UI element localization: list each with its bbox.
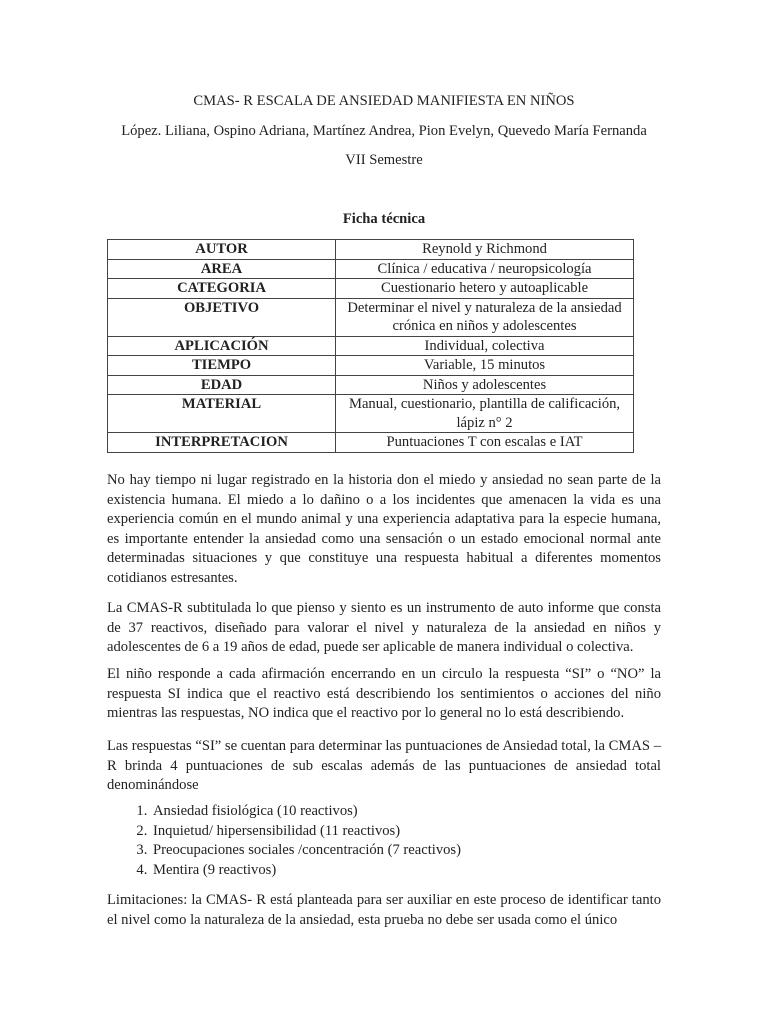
ficha-tecnica-table bbox=[107, 239, 634, 453]
table-cell-label: CATEGORIA bbox=[108, 279, 336, 299]
table-cell-value: Reynold y Richmond bbox=[336, 240, 634, 260]
table-row bbox=[108, 279, 634, 299]
table-cell-value: Cuestionario hetero y autoaplicable bbox=[336, 279, 634, 299]
table-cell-value: Clínica / educativa / neuropsicología bbox=[336, 259, 634, 279]
table-cell-value: Manual, cuestionario, plantilla de calificación, lápiz n° 2 bbox=[336, 395, 634, 433]
list-item: 3. Preocupaciones sociales /concentración (7 reactivos) bbox=[151, 841, 661, 861]
table-cell-label: MATERIAL bbox=[108, 395, 336, 433]
table-cell-value: Variable, 15 minutos bbox=[336, 356, 634, 376]
list-item: 1. Ansiedad fisiológica (10 reactivos) bbox=[151, 802, 661, 822]
table-row bbox=[108, 356, 634, 376]
document-authors: López. Liliana, Ospino Adriana, Martínez Andrea, Pion Evelyn, Quevedo María Fernanda bbox=[121, 123, 647, 139]
table-cell-label: TIEMPO bbox=[108, 356, 336, 376]
table-row bbox=[108, 395, 634, 433]
table-cell-label: APLICACIÓN bbox=[108, 336, 336, 356]
table-row bbox=[108, 433, 634, 453]
paragraph-response-method: El niño responde a cada afirmación encerrando en un circulo la respuesta “SI” o “NO” la respuesta SI indica que el reactivo está describiendo los sentimientos o acciones del niño mientras las respuestas, NO indica que el reactivo por lo general no lo está describiendo. bbox=[107, 666, 661, 721]
table-cell-value: Puntuaciones T con escalas e IAT bbox=[336, 433, 634, 453]
document-semester: VII Semestre bbox=[345, 152, 423, 168]
table-cell-label: EDAD bbox=[108, 375, 336, 395]
list-item: 2. Inquietud/ hipersensibilidad (11 reactivos) bbox=[151, 822, 661, 842]
table-cell-value: Determinar el nivel y naturaleza de la ansiedad crónica en niños y adolescentes bbox=[336, 298, 634, 336]
table-cell-label: AREA bbox=[108, 259, 336, 279]
subscales-list bbox=[107, 802, 661, 880]
table-row bbox=[108, 298, 634, 336]
section-title-ficha-tecnica: Ficha técnica bbox=[342, 211, 426, 227]
document-title: CMAS- R ESCALA DE ANSIEDAD MANIFIESTA EN NIÑOS bbox=[193, 93, 575, 109]
table-cell-label: OBJETIVO bbox=[108, 298, 336, 336]
paragraph-limitations: Limitaciones: la CMAS- R está planteada para ser auxiliar en este proceso de identificar tanto el nivel como la naturaleza de la ansiedad, esta prueba no debe ser usada como el único bbox=[107, 892, 661, 928]
table-row bbox=[108, 240, 634, 260]
table-cell-label: INTERPRETACION bbox=[108, 433, 336, 453]
table-cell-value: Individual, colectiva bbox=[336, 336, 634, 356]
list-item: 4. Mentira (9 reactivos) bbox=[151, 861, 661, 881]
table-cell-label: AUTOR bbox=[108, 240, 336, 260]
table-row bbox=[108, 336, 634, 356]
paragraph-description: La CMAS-R subtitulada lo que pienso y siento es un instrumento de auto informe que consta de 37 reactivos, diseñado para valorar el nivel y naturaleza de la ansiedad en niños y adolescentes de 6 a 19 años de edad, puede ser aplicable de manera individual o colectiva. bbox=[107, 600, 661, 655]
table-row bbox=[108, 375, 634, 395]
table-row bbox=[108, 259, 634, 279]
table-cell-value: Niños y adolescentes bbox=[336, 375, 634, 395]
paragraph-scoring: Las respuestas “SI” se cuentan para determinar las puntuaciones de Ansiedad total, la CMAS – R brinda 4 puntuaciones de sub escalas además de las puntuaciones de ansiedad total denominándose bbox=[107, 738, 661, 793]
paragraph-introduction: No hay tiempo ni lugar registrado en la historia don el miedo y ansiedad no sean parte de la existencia humana. El miedo a lo dañino o a los incidentes que amenacen la vida es una experiencia común en el mundo animal y una experiencia adaptativa para la especie humana, es importante entender la ansiedad como una sensación o un estado emocional normal ante determinadas situaciones y que constituye una respuesta habitual a diferentes momentos cotidianos estresantes. bbox=[107, 472, 661, 586]
